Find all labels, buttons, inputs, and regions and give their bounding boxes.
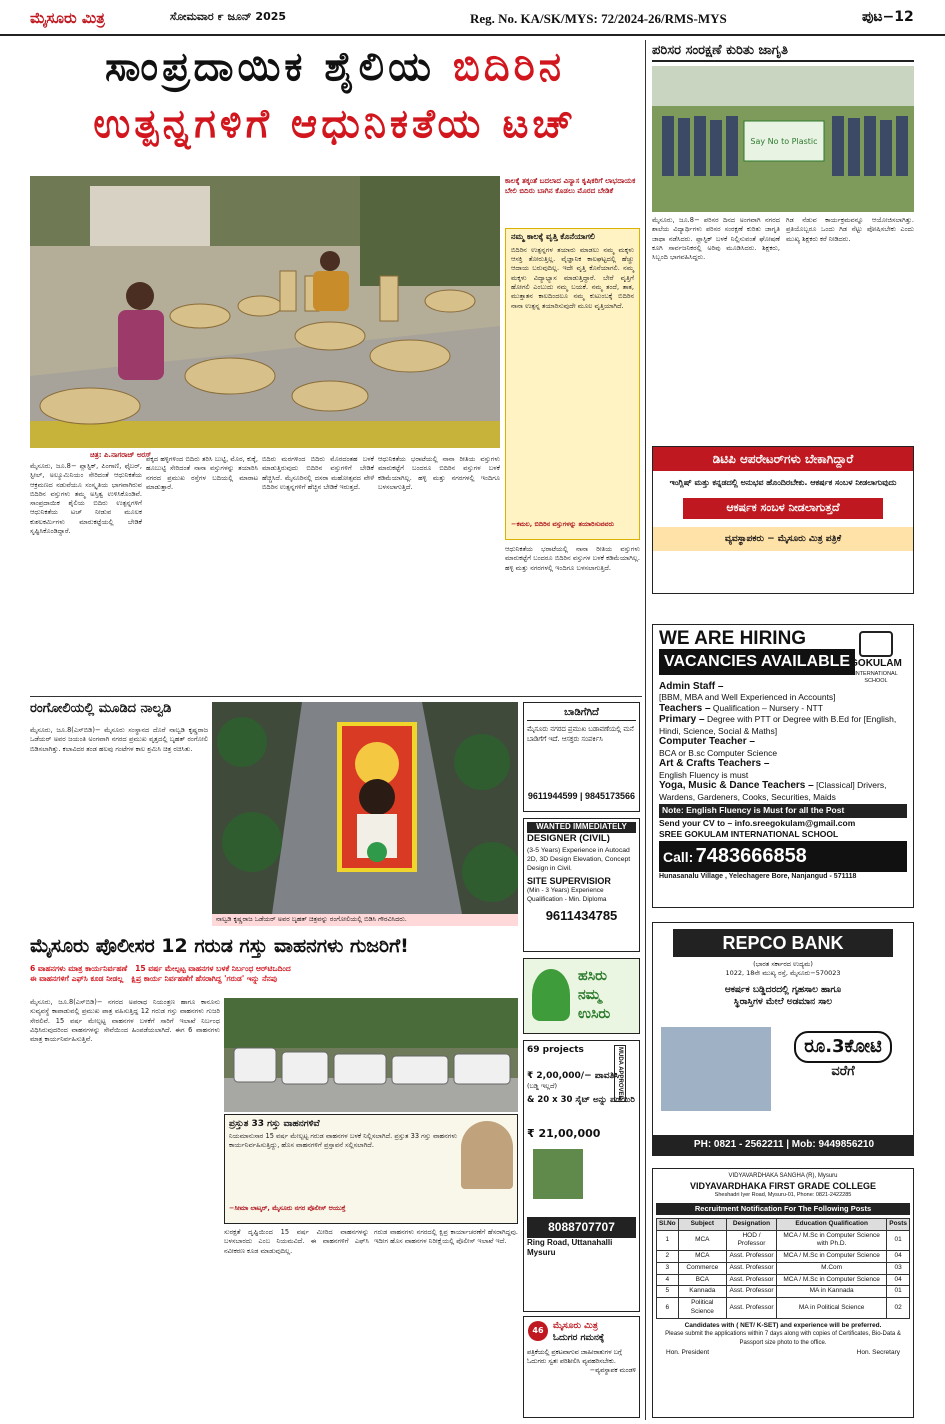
registration-number: Reg. No. KA/SK/MYS: 72/2024-26/RMS-MYS bbox=[470, 11, 727, 26]
bamboo-weavers-photo bbox=[30, 176, 500, 448]
table-row: 3 Commerce Asst. Professor M.Com 03 bbox=[657, 1262, 910, 1274]
hiring-row: Primary – Degree with PTT or Degree with B.Ed for [English, Hindi, Science, Social & Maths] bbox=[659, 714, 897, 736]
notice-title: ಓದುಗರ ಗಮನಕ್ಕೆ bbox=[553, 1333, 605, 1344]
headline-line1-black: ಸಾಂಪ್ರದಾಯಿಕ ಶೈಲಿಯ bbox=[105, 44, 435, 90]
hiring-title: WE ARE HIRING bbox=[659, 628, 807, 649]
designer-ad bbox=[523, 818, 640, 952]
police-box-title: ಪ್ರಸ್ತುತ 33 ಗಸ್ತು ವಾಹನಗಳಿವೆ bbox=[229, 1119, 320, 1129]
column-divider bbox=[645, 40, 646, 1420]
table-row: 2 MCA Asst. Professor MCA / M.Sc in Computer Science 04 bbox=[657, 1251, 910, 1263]
paper-logo: ಮೈಸೂರು ಮಿತ್ರ bbox=[30, 9, 105, 27]
plot-image bbox=[533, 1149, 583, 1199]
repco-address: 1022, 18ನೇ ಮುಖ್ಯ ರಸ್ತೆ, ಮೈಸೂರು−570023 bbox=[725, 969, 841, 978]
lead-body-col4: ಆಧುನಿಕತೆಯ ಭರಾಟೆಯಲ್ಲಿ ನಾನಾ ರೀತಿಯ ವಸ್ತುಗಳು ಮಾರುಕಟ್ಟೆಗೆ ಬಂದರೂ ಬಿದಿರಿನ ವಸ್ತುಗಳ ಬಳಕೆ ಕಡಿಮೆಯಾಗಿಲ್ಲ. ಹಳ್ಳಿ ಮತ್ತು ನಗರಗಳಲ್ಲಿ ಇಂದಿಗೂ ಬಳಸಲಾಗುತ್ತಿದೆ. bbox=[378, 455, 500, 491]
rangoli-title: ರಂಗೋಲಿಯಲ್ಲಿ ಮೂಡಿದ ನಾಲ್ವಡಿ bbox=[30, 701, 172, 716]
notice-text: ಪತ್ರಿಕೆಯಲ್ಲಿ ಪ್ರಕಟವಾಗುವ ಜಾಹೀರಾತುಗಳ ಬಗ್ಗೆ ಓದುಗರು ಸ್ವತಃ ಪರಿಶೀಲಿಸಿ ವ್ಯವಹರಿಸಬೇಕು. bbox=[527, 1348, 622, 1366]
lead-body-col5: ಆಧುನಿಕತೆಯ ಭರಾಟೆಯಲ್ಲಿ ನಾನಾ ರೀತಿಯ ವಸ್ತುಗಳು ಮಾರುಕಟ್ಟೆಗೆ ಬಂದರೂ ಬಿದಿರಿನ ವಸ್ತುಗಳ ಬಳಕೆ ಕಡಿಮೆಯಾಗಿಲ್ಲ. ಹಳ್ಳಿ ಮತ್ತು ನಗರಗಳಲ್ಲಿ ಇಂದಿಗೂ ಬಳಸಲಾಗುತ್ತಿದೆ. bbox=[505, 545, 640, 572]
police-headline: ಮೈಸೂರು ಪೊಲೀಸರ 12 ಗರುಡ ಗಸ್ತು ವಾಹನಗಳು ಗುಜರಿಗೆ! bbox=[30, 935, 409, 957]
hiring-address: Hunasanalu Village , Yelechagere Bore, Nanjangud - 571118 bbox=[659, 872, 857, 880]
quote-text: ಬಿದಿರಿನ ಉತ್ಪನ್ನಗಳ ತಯಾರು ಮಾಡಲು ನಮ್ಮ ಮಕ್ಕಳು ಆಸಕ್ತಿ ತೋರುತ್ತಿಲ್ಲ. ವೈಜ್ಞಾನಿಕ ಕಾಲಘಟ್ಟದಲ್ಲಿ ಹೆಚ್ಚು ಆದಾಯ ಬರುವುದಿಲ್ಲ. ಇದೇ ವೃತ್ತಿ ಕೊನೆಯಾಗಲಿ. ನಮ್ಮ ಮಕ್ಕಳು ವಿದ್ಯಾಭ್ಯಾಸ ಮಾಡುತ್ತಿದ್ದಾರೆ. ಬೇರೆ ವೃತ್ತಿಗೆ ಹೋಗಲಿ ಎಂಬುದು ನಮ್ಮ ಬಯಕೆ. ನಮ್ಮ ತಂದೆ, ತಾತ, ಮುತ್ತಾತನ ಕಾಲದಿಂದಲೂ ನಮ್ಮ ಕುಟುಂಬಕ್ಕೆ ಬಿದಿರಿನ ನಾನಾ ಉತ್ಪನ್ನ ತಯಾರಿಸುವುದೇ ಮೂಲ ವೃತ್ತಿಯಾಗಿದೆ. bbox=[511, 245, 634, 310]
designer-phone: 9611434785 bbox=[545, 907, 618, 923]
tree-icon bbox=[532, 969, 570, 1021]
repco-bank-ad bbox=[652, 922, 914, 1156]
college-note: Candidates with ( NET/ K-SET) and experience will be preferred. bbox=[684, 1321, 882, 1329]
rangoli-aerial-photo bbox=[212, 702, 518, 914]
table-row: 6 Political Science Asst. Professor MA in Political Science 02 bbox=[657, 1298, 910, 1319]
headline-line2: ಉತ್ಪನ್ನಗಳಿಗೆ ಆಧುನಿಕತೆಯ ಟಚ್ bbox=[93, 101, 577, 147]
page-number: ಪುಟ−12 bbox=[862, 9, 914, 25]
students-photo bbox=[652, 66, 914, 212]
hiring-row: Computer Teacher – BCA or B.sc Computer Science bbox=[659, 736, 778, 758]
college-address: Sheshadri Iyer Road, Mysuru-01, Phone: 0821-2422285 bbox=[714, 1192, 852, 1199]
police-vehicles-photo bbox=[224, 998, 518, 1112]
banner-text: Say No to Plastic bbox=[750, 137, 818, 146]
police-bullets: 6 ವಾಹನಗಳು ಮಾತ್ರ ಕಾರ್ಯನಿರ್ವಹಣೆ 15 ವರ್ಷ ಮೇಲ್ಪಟ್ಟ ವಾಹನಗಳ ಬಳಕೆ ನಿರ್ಬಂಧ ಆರ್‌ಟಿಒದಿಂದ ಈ ವಾಹನಗಳಿಗೆ ಎಫ್‌ಸಿ ಕೂಡ ನೀಡಲ್ಲ ಕ್ಷಿಪ್ರ ಕಾರ್ಯ ನಿರ್ವಹಣೆಗೆ ಹೆಸರಾಗಿದ್ದ 'ಗರುಡ' ಇನ್ನು ನೆನಪು bbox=[30, 964, 291, 983]
dtp-operator-ad bbox=[652, 446, 914, 594]
quote-box bbox=[505, 228, 640, 540]
hiring-note: Note: English Fluency is Must for all the Post bbox=[659, 804, 907, 817]
police-body-col1: ಮೈಸೂರು, ಜೂ.8(ಎಸ್‌ಬಿಡಿ)− ನಗರದ ಅಪರಾಧ ನಿಯಂತ್ರಣ ಹಾಗೂ ಕಾನೂನು ಸುವ್ಯವಸ್ಥೆ ಕಾಪಾಡುವಲ್ಲಿ ಪ್ರಮುಖ ಪಾತ್ರ ವಹಿಸುತ್ತಿದ್ದ 12 ಗರುಡ ಗಸ್ತು ವಾಹನಗಳು ಗುಜರಿ ಸೇರಲಿವೆ. 15 ವರ್ಷ ಮೇಲ್ಪಟ್ಟ ವಾಹನಗಳ ಬಳಕೆಗೆ ಸಾರಿಗೆ ಇಲಾಖೆ ನಿರ್ಬಂಧ ವಿಧಿಸಿರುವುದರಿಂದ ವಾಹನಗಳನ್ನು ಸೇವೆಯಿಂದ ಹಿಂಪಡೆಯಲಾಗಿದೆ. ಈಗ 6 ವಾಹನಗಳು ಮಾತ್ರ ಕಾರ್ಯನಿರ್ವಹಿಸುತ್ತಿವೆ. bbox=[30, 998, 220, 1044]
house-image bbox=[661, 1027, 771, 1111]
table-row: 4 BCA Asst. Professor MCA / M.Sc in Computer Science 04 bbox=[657, 1274, 910, 1286]
section-divider bbox=[30, 696, 642, 697]
environment-body-col2: ಗಿಡ ನೆಡುವ ಕಾರ್ಯಕ್ರಮವನ್ನೂ ಆಯೋಜಿಸಲಾಗಿತ್ತು. ಪ್ರತಿಯೊಬ್ಬರೂ ಒಂದು ಗಿಡ ನೆಟ್ಟು ಪೋಷಿಸಬೇಕು ಎಂದು ಮುಖ್ಯ ಶಿಕ್ಷಕರು ಕರೆ ನೀಡಿದರು. bbox=[786, 216, 914, 243]
hiring-row: Yoga, Music & Dance Teachers – [Classical] Drivers, Wardens, Gardeners, Cooks, Securities, Maids bbox=[659, 780, 887, 802]
table-row: 1 MCA HOD / Professor MCA / M.Sc in Computer Science with Ph.D. 01 bbox=[657, 1230, 910, 1251]
rent-phone: 9611944599 | 9845173566 bbox=[527, 790, 636, 801]
hiring-send-cv: Send your CV to – info.sreegokulam@gmail.com bbox=[659, 817, 856, 828]
repco-bank-name: REPCO BANK bbox=[673, 929, 893, 957]
commissioner-photo bbox=[461, 1121, 513, 1189]
rent-ad bbox=[523, 702, 640, 812]
school-logo bbox=[843, 631, 909, 685]
supervisor-req: (Min - 3 Years) Experience Qualification - Min. Diploma bbox=[527, 887, 607, 904]
police-box-text: ನಿಯಮಾನುಸಾರ 15 ವರ್ಷ ಮೇಲ್ಪಟ್ಟ ಗರುಡ ವಾಹನಗಳ ಬಳಕೆ ನಿಲ್ಲಿಸಲಾಗಿದೆ. ಪ್ರಸ್ತುತ 33 ಗಸ್ತು ವಾಹನಗಳು ಕಾರ್ಯನಿರ್ವಹಿಸುತ್ತಿದ್ದು, ಹೊಸ ವಾಹನಗಳಿಗೆ ಪ್ರಸ್ತಾವನೆ ಸಲ್ಲಿಸಲಾಗಿದೆ. bbox=[229, 1132, 457, 1150]
plot-sale-ad bbox=[523, 1040, 640, 1312]
vacancies-banner: VACANCIES AVAILABLE bbox=[659, 649, 855, 675]
issue-date: ಸೋಮವಾರ ೯ ಜೂನ್ 2025 bbox=[170, 10, 287, 23]
police-commissioner-box bbox=[224, 1114, 518, 1224]
quote-title: ನಮ್ಮ ಕಾಲಕ್ಕೆ ವೃತ್ತಿ ಕೊನೆಯಾಗಲಿ bbox=[511, 232, 595, 241]
supervisor-role: SITE SUPERVISIOR bbox=[527, 876, 611, 887]
police-box-author: −ಸೀಮಾ ಲಾಟ್ಕರ್, ಮೈಸೂರು ನಗರ ಪೊಲೀಸ್ ಆಯುಕ್ತೆ bbox=[229, 1204, 346, 1213]
dtp-ad-footer: ವ್ಯವಸ್ಥಾಪಕರು − ಮೈಸೂರು ಮಿತ್ರ ಪತ್ರಿಕೆ bbox=[653, 527, 913, 551]
plot-size: & 20 x 30 ಸೈಟ್ ಅನ್ನು ಪಡೆಯಿರಿ bbox=[527, 1095, 635, 1106]
dtp-ad-line1: ಇಂಗ್ಲಿಷ್ ಮತ್ತು ಕನ್ನಡದಲ್ಲಿ ಅನುಭವ ಹೊಂದಿರಬೇಕು. ಆಕರ್ಷಕ ಸಂಬಳ ನೀಡಲಾಗುವುದು bbox=[669, 478, 897, 488]
college-recruitment-ad bbox=[652, 1168, 914, 1418]
lead-body-col1: ಮೈಸೂರು, ಜೂ.8− ಪ್ಲಾಸ್ಟಿಕ್, ಪಿಂಗಾಣಿ, ಫೈಬರ್, ಸ್ಟೀಲ್, ಅಲ್ಯೂಮಿನಿಯಂ ಸೇರಿದಂತೆ ಆಧುನಿಕತೆಯ ಆಕ್ರಮಣದ ನಡುವೆಯೂ ಸಂಸ್ಕೃತಿಯ ಭಾಗವಾಗಿರುವ ಬಿದಿರಿನ ವಸ್ತುಗಳು ತಮ್ಮ ಅಸ್ತಿತ್ವ ಉಳಿಸಿಕೊಂಡಿವೆ. ಸಾಂಪ್ರದಾಯಿಕ ಶೈಲಿಯ ಬಿದಿರು ಉತ್ಪನ್ನಗಳಿಗೆ ಆಧುನಿಕತೆಯ ಟಚ್ ನೀಡುವ ಮೂಲಕ ಕುಶಲಕರ್ಮಿಗಳು ಮಾರುಕಟ್ಟೆಯಲ್ಲಿ ಬೇಡಿಕೆ ಸೃಷ್ಟಿಸಿಕೊಂಡಿದ್ದಾರೆ. bbox=[30, 462, 142, 536]
lead-headline bbox=[30, 40, 640, 170]
plot-phone: 8088707707 bbox=[527, 1217, 636, 1237]
plot-location: Ring Road, Uttanahalli Mysuru bbox=[527, 1237, 613, 1258]
college-signatures: Hon. President Hon. Secretary bbox=[666, 1348, 900, 1356]
notice-paper: ಮೈಸೂರು ಮಿತ್ರ bbox=[553, 1321, 598, 1331]
plot-price2: ₹ 21,00,000 bbox=[527, 1126, 601, 1140]
headline-line1-red: ಬಿದಿರಿನ bbox=[452, 44, 565, 90]
police-body-col2: ಸುರಕ್ಷತೆ ದೃಷ್ಟಿಯಿಂದ 15 ವರ್ಷ ಮೀರಿದ ವಾಹನಗಳನ್ನು ಬಳಸಬಾರದು ಎಂಬ ನಿಯಮವಿದೆ. ಈ ವಾಹನಗಳಿಗೆ ಎಫ್‌ಸಿ ನವೀಕರಣ ಕೂಡ ಮಾಡುವುದಿಲ್ಲ. bbox=[224, 1228, 369, 1255]
lead-body-col2: ಪಕ್ಕದ ಹಳ್ಳಿಗಳಿಂದ ಬಿದಿರು ತರಿಸಿ ಬುಟ್ಟಿ, ಮೊರ, ಕುಕ್ಕೆ, ಹೂಬುಟ್ಟಿ ಸೇರಿದಂತೆ ನಾನಾ ವಸ್ತುಗಳನ್ನು ತಯಾರಿಸಿ ನಗರದ ಪ್ರಮುಖ ರಸ್ತೆಗಳ ಬದಿಯಲ್ಲಿ ಮಾರಾಟ ಮಾಡುತ್ತಾರೆ. bbox=[146, 455, 258, 491]
college-note2: Please submit the applications within 7 days along with copies of Certificates, Bio-Data & Passport size photo to the office. bbox=[665, 1331, 901, 1346]
rent-title: ಬಾಡಿಗೆಗಿದೆ bbox=[527, 706, 636, 721]
repco-line2: ಸ್ಥಿರಾಸ್ತಿಗಳ ಮೇಲೆ ಅಡಮಾನ ಸಾಲ bbox=[733, 996, 833, 1007]
table-row: 5 Kannada Asst. Professor MA in Kannada 01 bbox=[657, 1286, 910, 1298]
green-slogan: ಹಸಿರು ನಮ್ಮ ಉಸಿರು bbox=[578, 968, 611, 1022]
hiring-call: Call: 7483666858 bbox=[659, 841, 907, 872]
college-header: VIDYAVARDHAKA SANGHA (R), Mysuru bbox=[728, 1173, 838, 1179]
school-logo-sub: INTERNATIONAL SCHOOL bbox=[854, 670, 898, 684]
school-crest-icon bbox=[859, 631, 893, 657]
hiring-ad bbox=[652, 624, 914, 908]
anniversary-badge: 46 bbox=[528, 1321, 548, 1341]
plot-brand: 69 projects bbox=[527, 1045, 584, 1055]
rangoli-caption: ನಾಲ್ವಡಿ ಕೃಷ್ಣರಾಜ ಒಡೆಯರ್ ಅವರ ಬೃಹತ್ ಚಿತ್ರವನ್ನು ರಂಗೋಲಿಯಲ್ಲಿ ಬಿಡಿಸಿ ಗೌರವಿಸಿದರು. bbox=[212, 914, 518, 926]
designer-ad-title: WANTED IMMEDIATELY bbox=[527, 822, 636, 833]
hiring-row: Admin Staff – [BBM, MBA and Well Experienced in Accounts] bbox=[659, 680, 836, 703]
muda-stamp: MUDA APPROVED bbox=[614, 1045, 626, 1102]
designer-req: (3-5 Years) Experience in Autocad 2D, 3D Design Elevation, Concept Design in Civil. bbox=[527, 846, 631, 872]
readers-notice-ad bbox=[523, 1316, 640, 1418]
quote-author: −ಕಮಲ, ಬಿದಿರಿನ ವಸ್ತುಗಳನ್ನು ತಯಾರಿಸುವವರು bbox=[511, 519, 614, 528]
masthead bbox=[0, 0, 945, 36]
hiring-row: Teachers – Qualification – Nursery - NTT bbox=[659, 702, 823, 714]
designer-role: DESIGNER (CIVIL) bbox=[527, 832, 610, 844]
police-body-col3: ಗರುಡ ವಾಹನಗಳು ನಗರದಲ್ಲಿ ಕ್ಷಿಪ್ರ ಕಾರ್ಯಾಚರಣೆಗೆ ಹೆಸರಾಗಿದ್ದವು. ಇದೀಗ ಹೊಸ ವಾಹನಗಳ ನಿರೀಕ್ಷೆಯಲ್ಲಿ ಪೊಲೀಸ್ ಇಲಾಖೆ ಇದೆ. bbox=[374, 1228, 518, 1246]
green-campaign-ad bbox=[523, 958, 640, 1034]
college-name: VIDYAVARDHAKA FIRST GRADE COLLEGE bbox=[689, 1181, 876, 1192]
plot-price1: ₹ 2,00,000/− ಪಾವತಿಸಿ bbox=[527, 1071, 620, 1082]
lead-body-col3: ಬಿದಿರು ಮರಗಳಿಂದ ಬಿದಿರು ಮೊರದಂತಹ ಬಳಕೆ ಮಾಡುತ್ತಿರುವುದು ಬಿದಿರಿನ ವಸ್ತುಗಳಿಗೆ ಬೇಡಿಕೆ ಹೆಚ್ಚಿಸಿದೆ. ಮೈಸೂರಿನಲ್ಲಿ ದಸರಾ ಮಹೋತ್ಸವದ ವೇಳೆ ಬಿದಿರಿನ ಉತ್ಪನ್ನಗಳಿಗೆ ಹೆಚ್ಚಿನ ಬೇಡಿಕೆ ಇರುತ್ತದೆ. bbox=[262, 455, 374, 491]
repco-phone: PH: 0821 - 2562211 | Mob: 9449856210 bbox=[653, 1135, 914, 1155]
repco-line1: ಆಕರ್ಷಕ ಬಡ್ಡಿದರದಲ್ಲಿ ಗೃಹಸಾಲ ಹಾಗೂ bbox=[724, 984, 842, 995]
repco-amount-box: ರೂ.3ಕೋಟಿ ವರೆಗೆ bbox=[783, 1031, 903, 1081]
repco-sub: (ಭಾರತ ಸರ್ಕಾರದ ಉದ್ಯಮ) bbox=[753, 960, 813, 969]
dtp-ad-title: ಡಿಟಿಪಿ ಆಪರೇಟರ್‌ಗಳು ಬೇಕಾಗಿದ್ದಾರೆ bbox=[653, 447, 913, 471]
rent-text: ಮೈಸೂರು ನಗರದ ಪ್ರಮುಖ ಬಡಾವಣೆಯಲ್ಲಿ ಮನೆ ಬಾಡಿಗೆಗೆ ಇದೆ. ಆಸಕ್ತರು ಸಂಪರ್ಕಿಸಿ bbox=[527, 724, 634, 743]
plot-sub1: (ಬಡ್ಡಿ ಇಲ್ಲದೆ) bbox=[527, 1082, 558, 1091]
photo-credit: ಚಿತ್ರ: ಪಿ.ನಾಗರಾಜ್ ಅರಸ್ bbox=[90, 451, 152, 459]
college-notice: Recruitment Notification For The Following Posts bbox=[656, 1203, 910, 1215]
school-logo-name: GOKULAM bbox=[850, 658, 902, 669]
environment-body-col1: ಮೈಸೂರು, ಜೂ.8− ಪರಿಸರ ದಿನದ ಅಂಗವಾಗಿ ನಗರದ ಶಾಲೆಯ ವಿದ್ಯಾರ್ಥಿಗಳು ಪರಿಸರ ಸಂರಕ್ಷಣೆ ಕುರಿತು ಜಾಗೃತಿ ಜಾಥಾ ನಡೆಸಿದರು. ಪ್ಲಾಸ್ಟಿಕ್ ಬಳಕೆ ನಿಲ್ಲಿಸುವಂತೆ ಘೋಷಣೆ ಕೂಗಿ ಸಾರ್ವಜನಿಕರಲ್ಲಿ ಅರಿವು ಮೂಡಿಸಿದರು. ಶಿಕ್ಷಕರು, ಸಿಬ್ಬಂದಿ ಭಾಗವಹಿಸಿದ್ದರು. bbox=[652, 216, 780, 262]
side-highlight: ಕಾಲಕ್ಕೆ ತಕ್ಕಂತೆ ಬದಲಾದ ವಿನ್ಯಾಸ ಕೃಷಿಕರಿಗೆ ಲಾಭದಾಯಕ ಬೇಲಿ ಬಿದಿರು ಬಾಗಿನ ಕೊಡಲು ಮೊರದ ಬೇಡಿಕೆ bbox=[505, 176, 640, 224]
recruitment-table: Sl.No Subject Designation Education Qualification Posts 1 MCA HOD / Professor MCA / M.Sc in Computer Science with Ph.D. 01 2 MCA Asst. Professor MCA / M.Sc in Computer Science 04 3 Commerce Asst. Professor M.Com 03 4 BCA Asst. Professor MCA / M.Sc in Computer Science 04 5 Kannada Asst. Professor MA in Kannada 01 6 Political Science Asst. Professor MA in Political Science 02 bbox=[656, 1218, 910, 1319]
rangoli-body: ಮೈಸೂರು, ಜೂ.8(ಎಸ್‌ಬಿಡಿ)− ಮೈಸೂರು ಸಂಸ್ಥಾನದ ದೊರೆ ನಾಲ್ವಡಿ ಕೃಷ್ಣರಾಜ ಒಡೆಯರ್ ಅವರ ಜಯಂತಿ ಅಂಗವಾಗಿ ನಗರದ ಪ್ರಮುಖ ವೃತ್ತದಲ್ಲಿ ಬೃಹತ್ ರಂಗೋಲಿ ಬಿಡಿಸಲಾಗಿತ್ತು. ಕಲಾವಿದರ ತಂಡ ಹಲವು ಗಂಟೆಗಳ ಕಾಲ ಶ್ರಮಿಸಿ ಚಿತ್ರ ರಚಿಸಿತು. bbox=[30, 726, 208, 753]
hiring-school-name: SREE GOKULAM INTERNATIONAL SCHOOL bbox=[659, 829, 839, 840]
environment-title: ಪರಿಸರ ಸಂರಕ್ಷಣೆ ಕುರಿತು ಜಾಗೃತಿ bbox=[652, 40, 914, 62]
hiring-row: Art & Crafts Teachers – English Fluency is must bbox=[659, 758, 770, 780]
dtp-ad-line2: ಆಕರ್ಷಕ ಸಂಬಳ ನೀಡಲಾಗುತ್ತದೆ bbox=[683, 498, 883, 519]
notice-footer: −ವ್ಯವಸ್ಥಾಪಕ ಮಂಡಳಿ bbox=[589, 1366, 636, 1375]
